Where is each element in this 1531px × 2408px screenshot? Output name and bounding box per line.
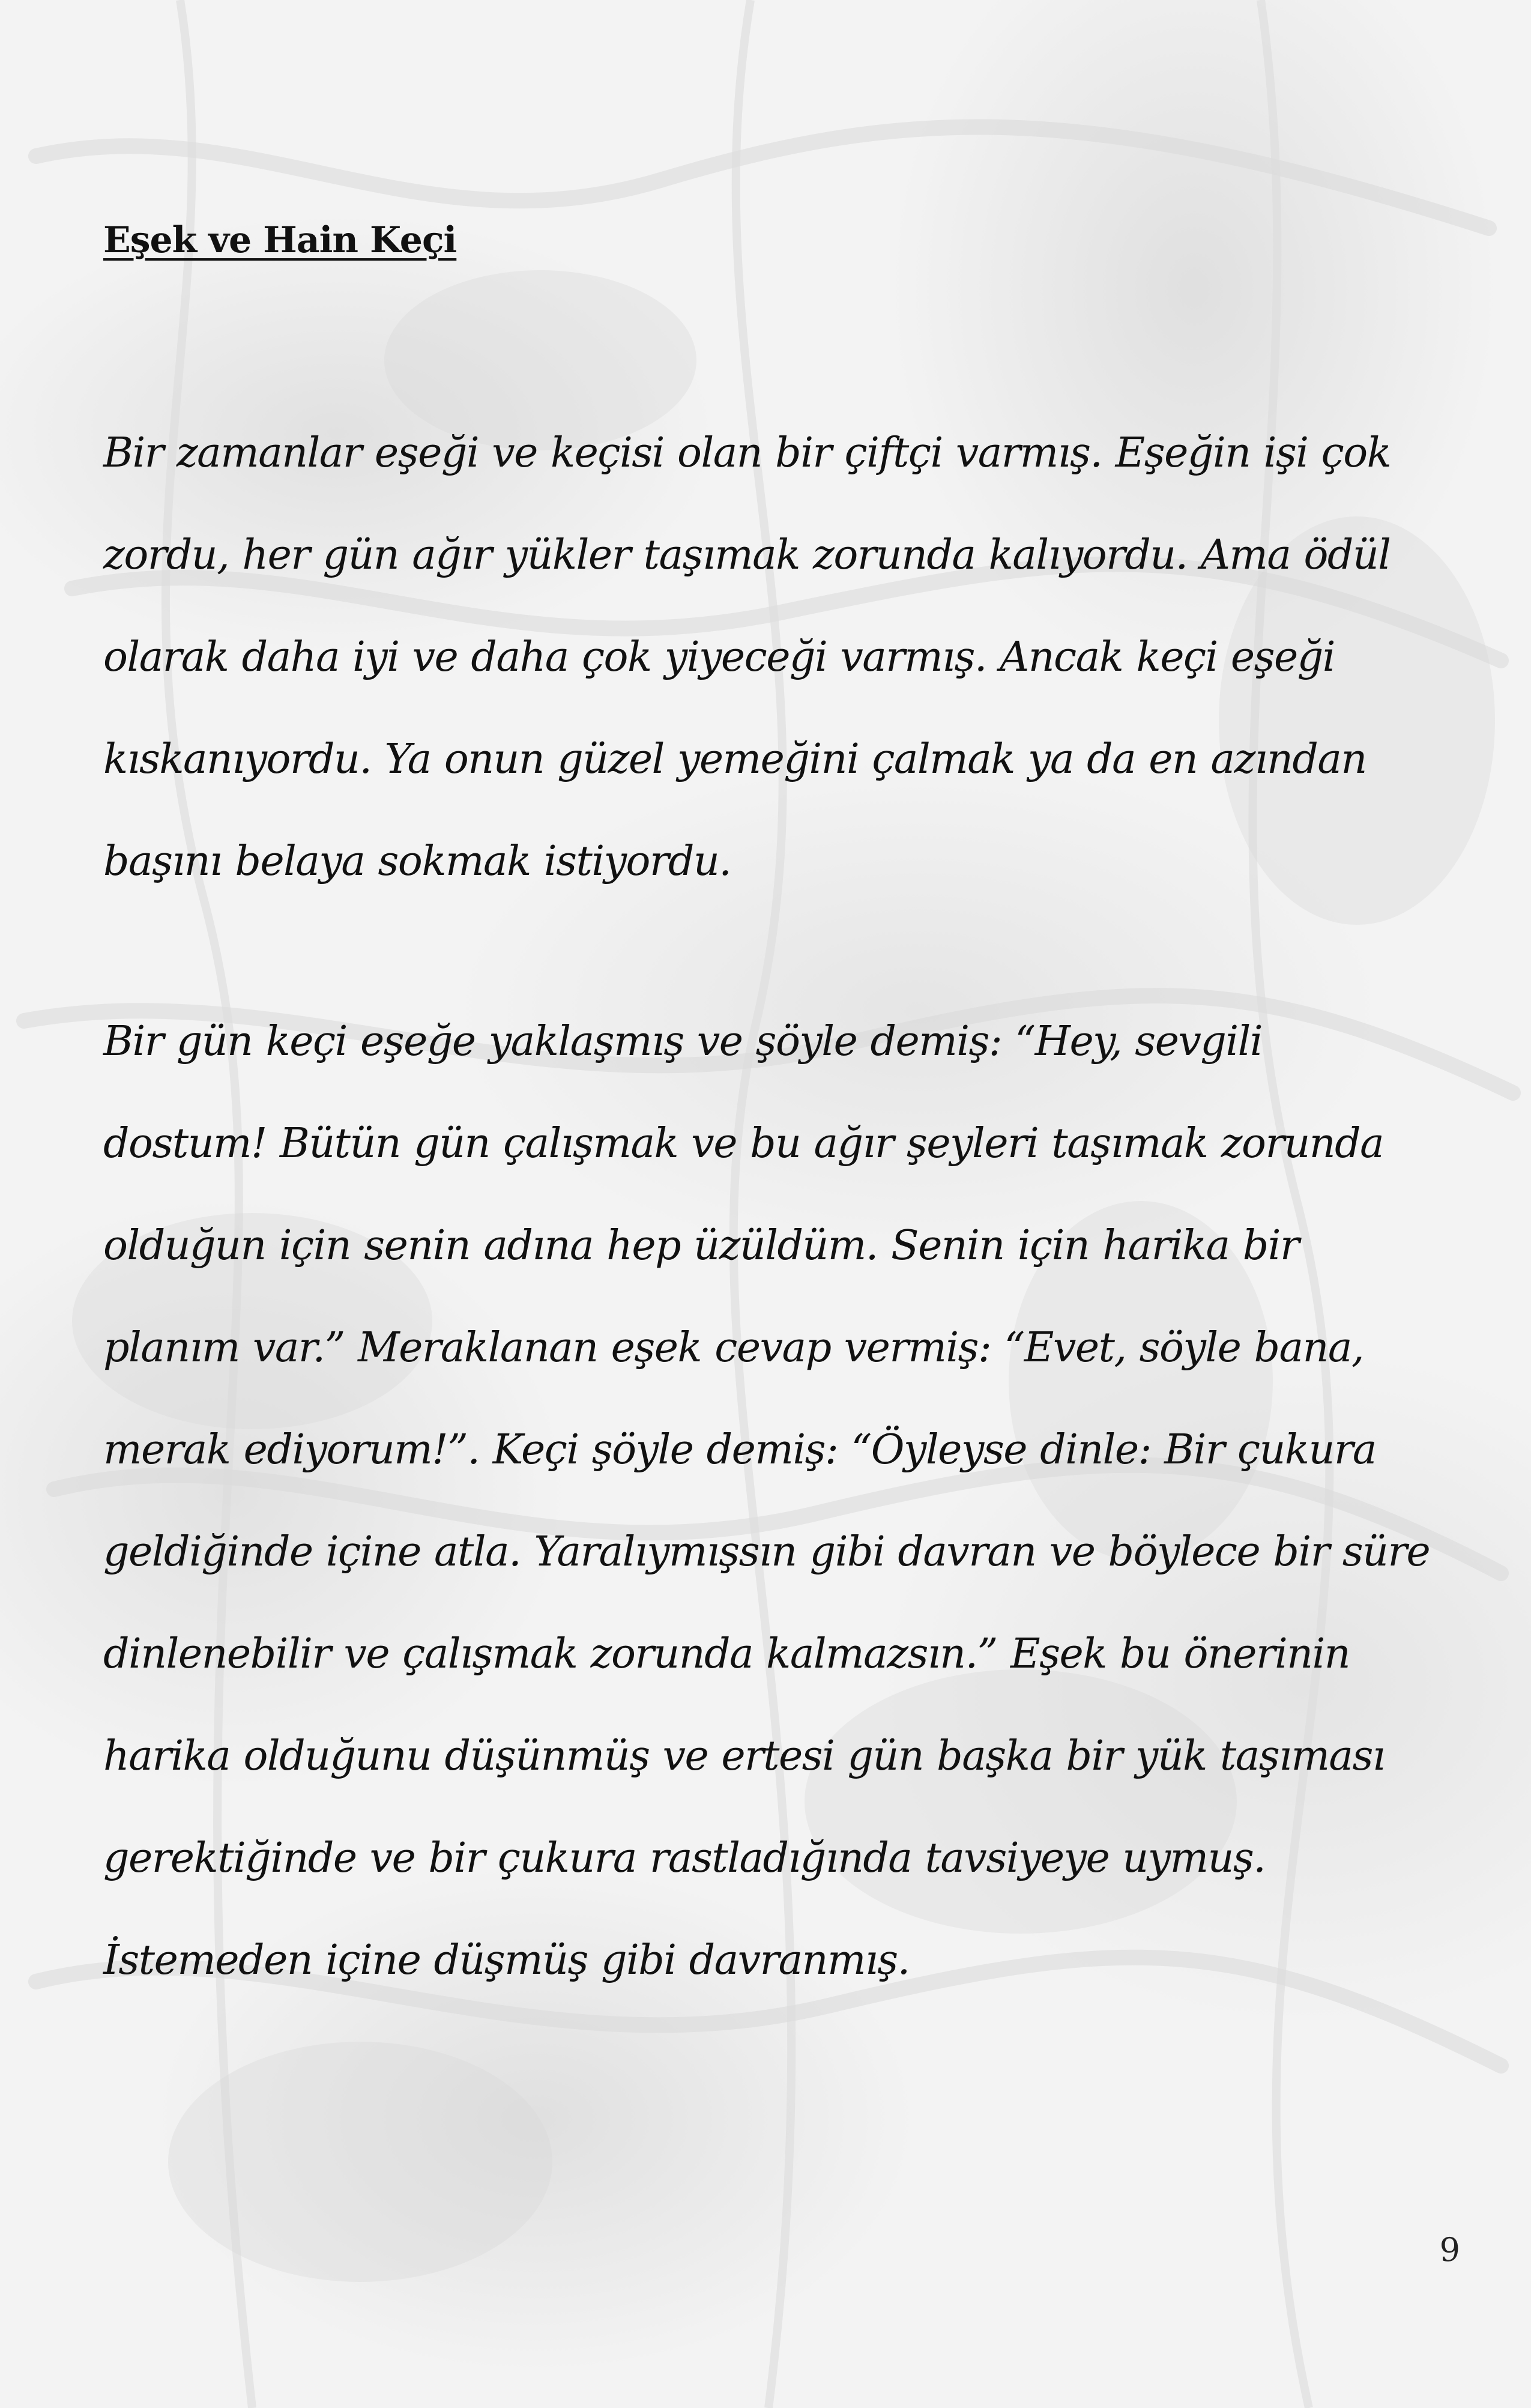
story-title: Eşek ve Hain Keçi: [103, 219, 457, 261]
story-paragraph-1: Bir zamanlar eşeği ve keçisi olan bir çiftçi varmış. Eşeğin işi çok zordu, her gün ağır yükler taşımak zorunda kalıyordu. Ama ödül olarak daha iyi ve daha çok yiyeceği varmış. Ancak keçi eşeği kıskanıyordu. Ya onun güzel yemeğini çalmak ya da en azından başını belaya sokmak istiyordu.: [103, 429, 1391, 885]
page-number: 9: [1439, 2231, 1460, 2269]
story-content: [103, 204, 1436, 2090]
story-paragraph-2: Bir gün keçi eşeğe yaklaşmış ve şöyle demiş: “Hey, sevgili dostum! Bütün gün çalışmak ve bu ağır şeyleri taşımak zorunda olduğun için senin adına hep üzüldüm. Senin için harika bir planım var.” Meraklanan eşek cevap vermiş: “Evet, söyle bana, merak ediyorum!”. Keçi şöyle demiş: “Öyleyse dinle: Bir çukura geldiğinde içine atla. Yaralıymışsın gibi davran ve böylece bir süre dinlenebilir ve çalışmak zorunda kalmazsın.” Eşek bu önerinin harika olduğunu düşünmüş ve ertesi gün başka bir yük taşıması gerektiğinde ve bir çukura rastladığında tavsiyeye uymuş. İstemeden içine düşmüş gibi davranmış.: [103, 1018, 1430, 1984]
